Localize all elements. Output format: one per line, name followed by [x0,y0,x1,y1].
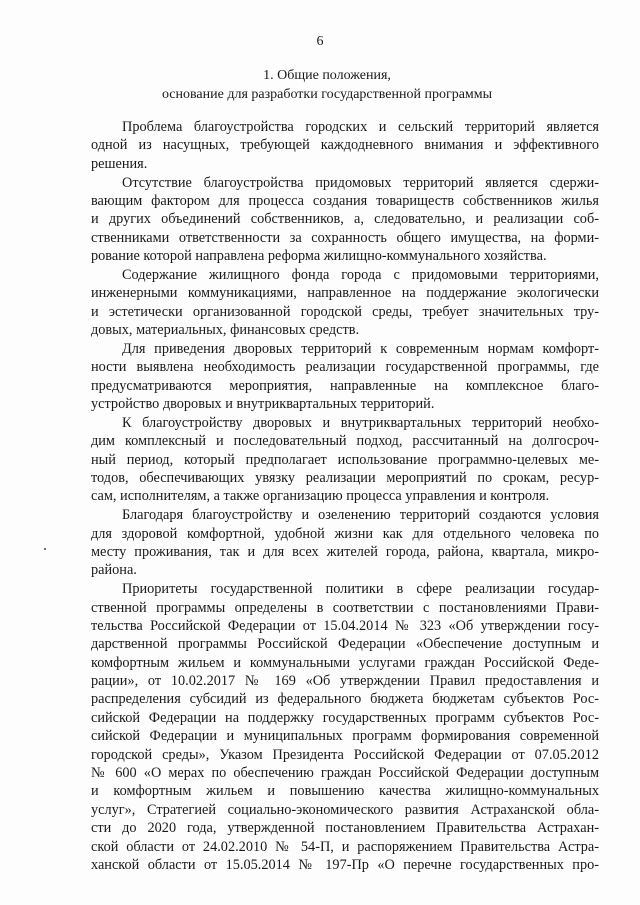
paragraph-line: решения. [91,155,148,172]
paragraph-line: и комфортным жильем и повышению качества жилищно-коммунальных [91,783,599,800]
paragraph-line: ный период, который предполагает использование программно-целевых ме- [91,451,599,468]
paragraph-line: и эстетически организованной городской среды, требует значительных тру- [91,303,599,320]
paragraph-line: и других объединений собственников, а, следовательно, и реализации соб- [91,211,599,228]
paragraph-line: К благоустройству дворовых и внутриквартальных территорий необхо- [122,414,599,431]
paragraph-line: устройство дворовых и внутриквартальных территорий. [91,396,435,413]
paragraph-line: сам, исполнителям, а также организацию процесса управления и контроля. [91,488,550,505]
document-body [91,118,599,874]
paragraph-line: ственной программы определены в соответствии с постановлениями Прави- [91,599,599,616]
paragraph-line: сийской Федерации и муниципальных программ формирования современной [91,728,599,745]
paragraph-line: Содержание жилищного фонда города с придомовыми территориями, [122,266,599,283]
paragraph-line: сти до 2020 года, утвержденной постановлением Правительства Астрахан- [91,820,599,837]
paragraph [91,414,599,506]
paragraph-line: района. [91,562,137,579]
paragraph-line: распределения субсидий из федерального бюджета бюджетам субъектов Рос- [91,691,599,708]
paragraph-line: вающим фактором для процесса создания товариществ собственников жилья [91,192,599,209]
paragraph-line: инженерными коммуникациями, направленное на поддержание экологически [91,285,599,302]
paragraph-line: комфортным жильем и коммунальными услугами граждан Российской Феде- [91,654,599,671]
paragraph-line: Отсутствие благоустройства придомовых территорий является сдержи- [122,174,599,191]
paragraph-line: довых, материальных, финансовых средств. [91,322,360,339]
paragraph-line: дарственной программы Российской Федерации «Обеспечение доступным и [91,636,599,653]
paragraph [91,580,599,874]
paragraph-line: месту проживания, так и для всех жителей города, района, квартала, микро- [91,543,599,560]
paragraph-line: одной из насущных, требующей каждодневного внимания и эффективного [91,137,599,154]
paragraph-line: Приоритеты государственной политики в сфере реализации государ- [122,581,599,598]
paragraph [91,174,599,266]
paragraph-line: ности выявлена необходимость реализации государственной программы, где [91,359,599,376]
section-heading [92,66,562,104]
paragraph-line: рование которой направлена реформа жилищно-коммунального хозяйства. [91,248,547,265]
paragraph [91,266,599,340]
paragraph-line: ской области от 24.02.2010 № 54-П, и распоряжением Правительства Астра- [91,838,599,855]
scan-speck [44,548,46,550]
paragraph [91,506,599,580]
page-number: 6 [316,34,324,49]
paragraph-line: сийской Федерации на поддержку государственных программ субъектов Рос- [91,709,599,726]
paragraph-line: предусматриваются мероприятия, направленные на комплексное благо- [91,377,599,394]
paragraph [91,118,599,173]
paragraph [91,340,599,414]
section-heading-line-1: 1. Общие положения, [263,68,391,83]
paragraph-line: городской среды», Указом Президента Российской Федерации от 07.05.2012 [91,746,599,763]
paragraph-line: дим комплексный и последовательный подход, рассчитанный на долгосроч- [91,433,599,450]
paragraph-line: услуг», Стратегией социально-экономического развития Астраханской обла- [91,801,599,818]
paragraph-line: Для приведения дворовых территорий к современным нормам комфорт- [122,340,599,357]
paragraph-line: ственниками ответственности за сохранность общего имущества, на форми- [91,229,599,246]
paragraph-line: для здоровой комфортной, удобной жизни как для отдельного человека по [91,525,599,542]
paragraph-line: тельства Российской Федерации от 15.04.2014 № 323 «Об утверждении госу- [91,617,599,634]
paragraph-line: Благодаря благоустройству и озеленению территорий создаются условия [122,507,599,524]
paragraph-line: тодов, обеспечивающих увязку реализации мероприятий по срокам, ресур- [91,469,599,486]
paragraph-line: рации», от 10.02.2017 № 169 «Об утверждении Правил предоставления и [91,673,599,690]
section-heading-line-2: основание для разработки государственной программы [161,87,493,102]
paragraph-line: ханской области от 15.05.2014 № 197-Пр «О перечне государственных про- [91,856,599,873]
paragraph-line: № 600 «О мерах по обеспечению граждан Российской Федерации доступным [91,765,599,782]
paragraph-line: Проблема благоустройства городских и сельский территорий является [122,119,599,135]
